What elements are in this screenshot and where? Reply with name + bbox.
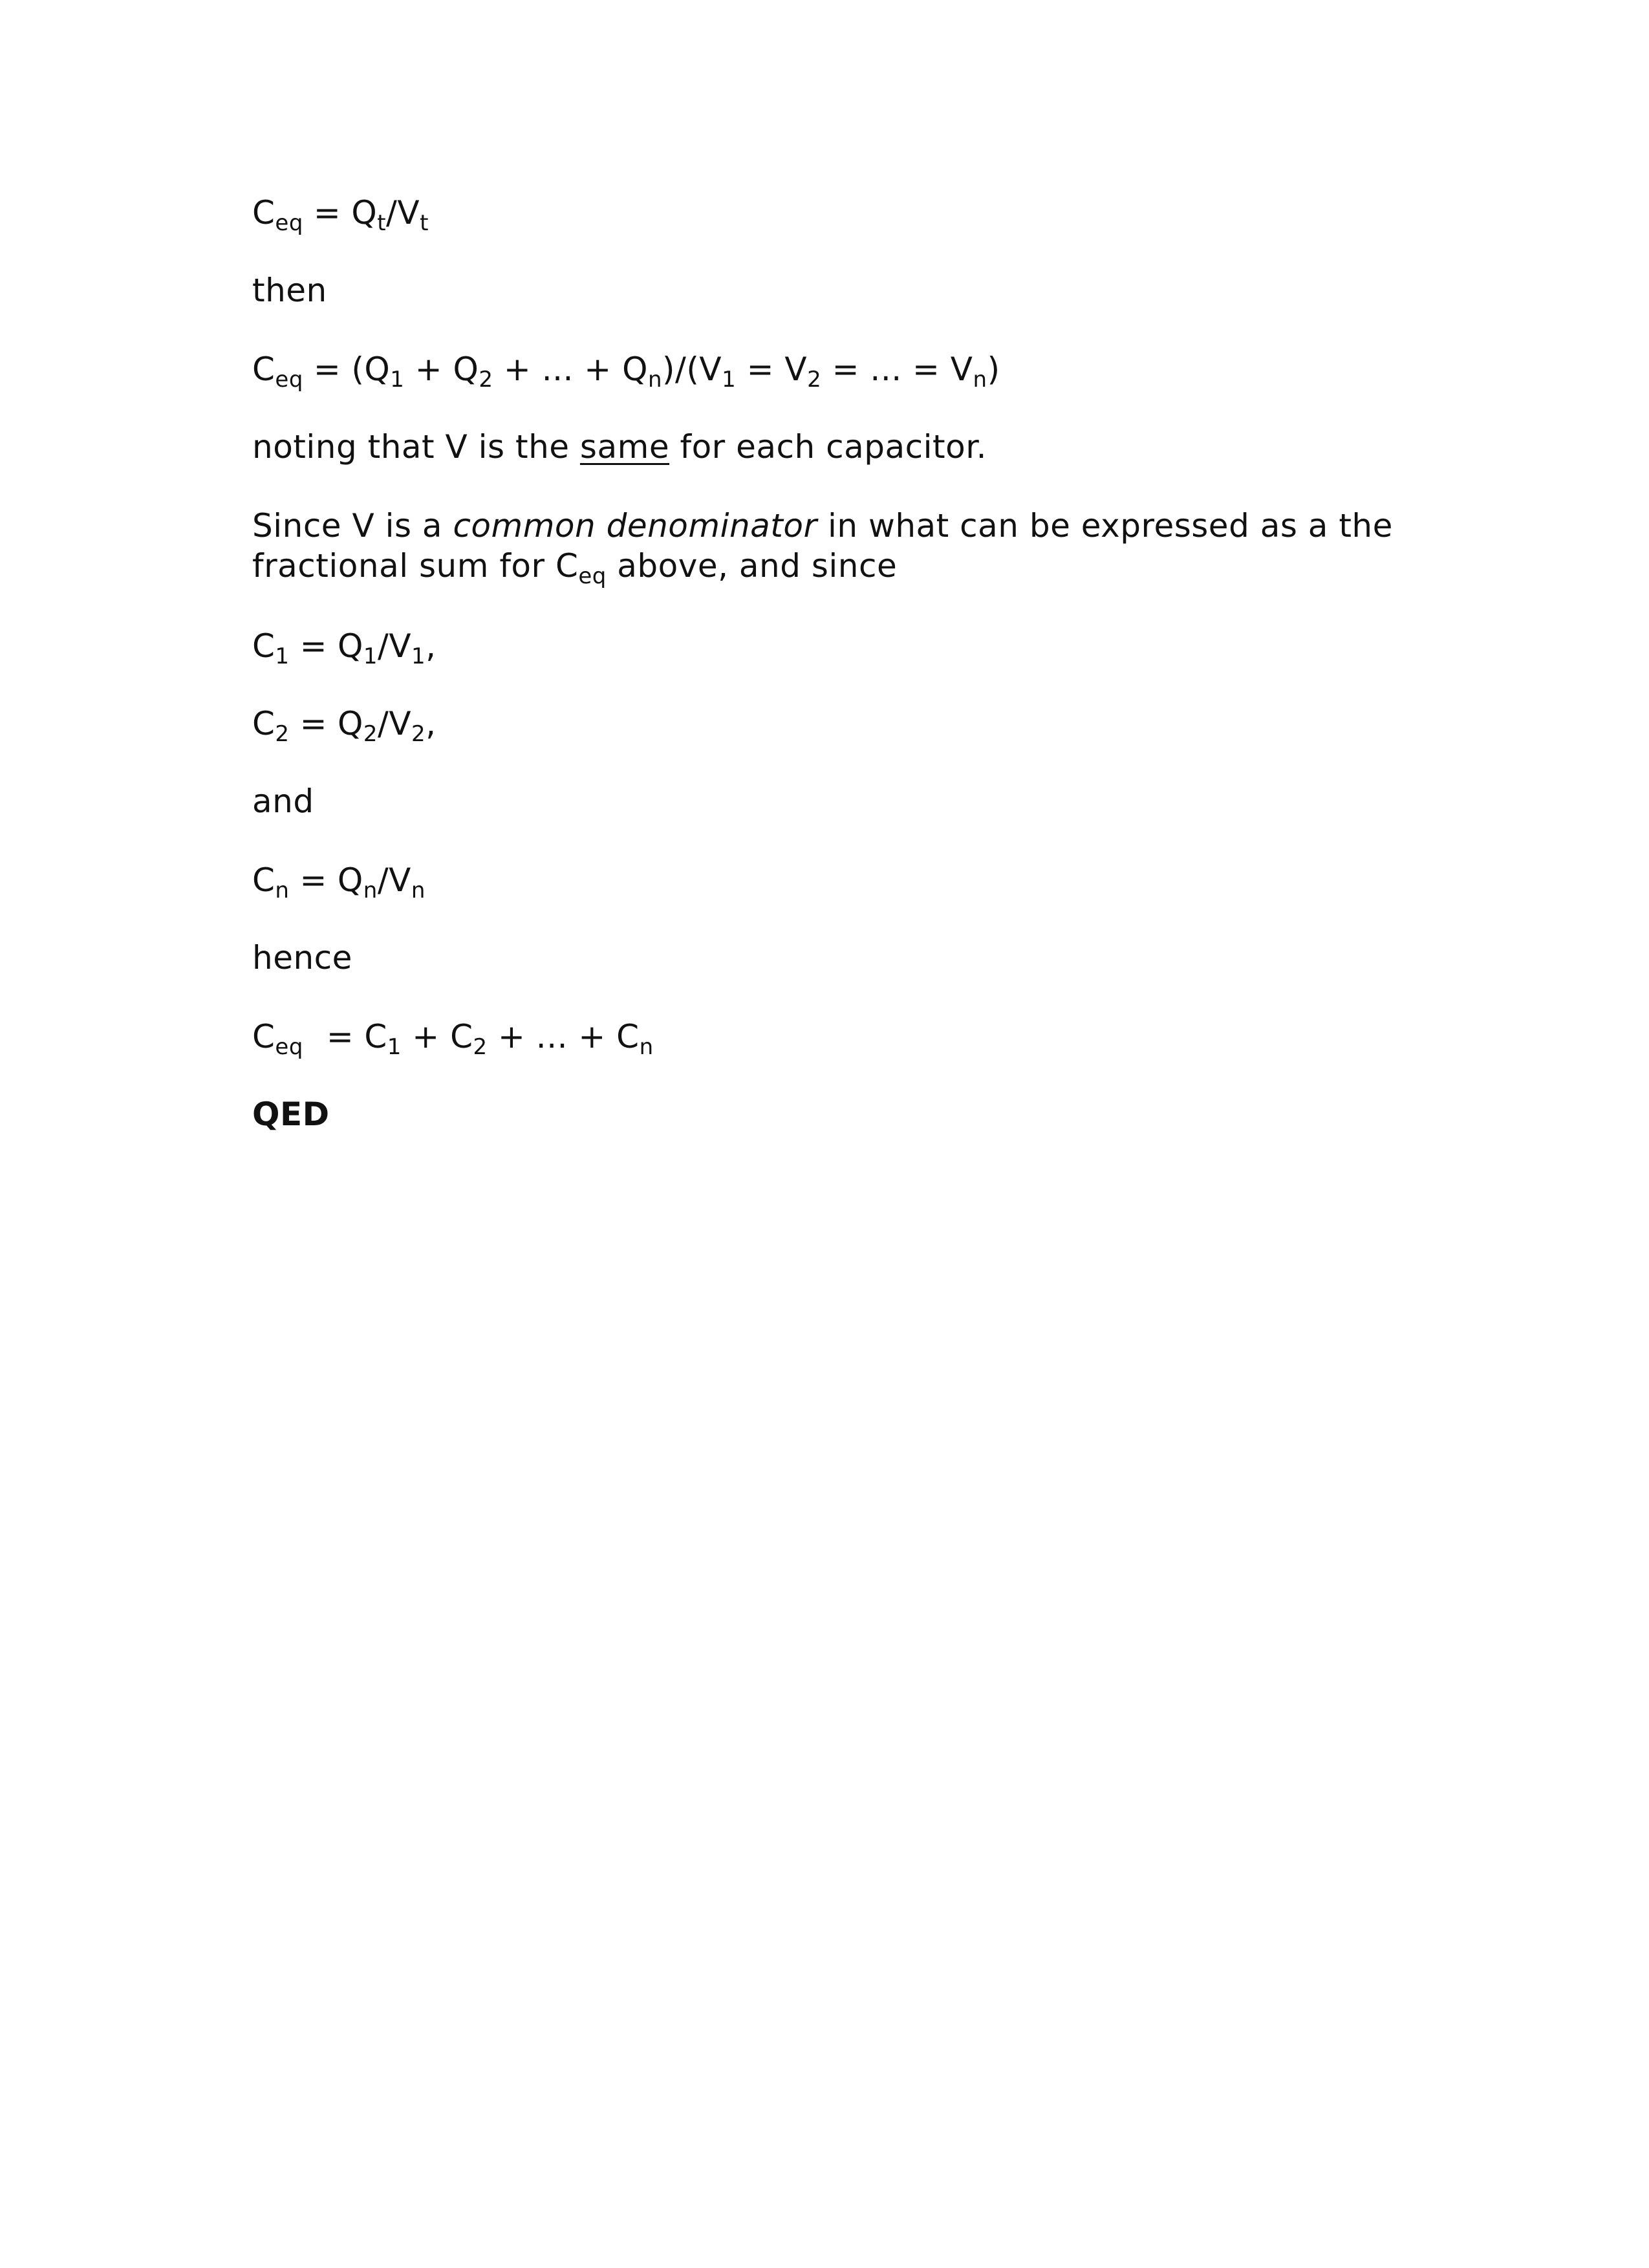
equals-sign: = <box>326 1018 354 1055</box>
term: ) <box>987 351 1000 388</box>
text-qed: QED <box>252 1096 330 1133</box>
term: + ... + C <box>487 1018 640 1055</box>
subscript: eq <box>275 210 303 236</box>
text-then: then <box>252 272 327 309</box>
text-run: Since V is a <box>252 507 453 545</box>
equation-ceq-sum <box>252 349 1000 393</box>
term: )/(V <box>662 351 722 388</box>
subscript: 1 <box>722 367 737 393</box>
equals-sign: = <box>299 705 327 742</box>
subscript: n <box>275 878 290 903</box>
subscript: 1 <box>387 1034 402 1060</box>
term: C <box>364 1018 387 1055</box>
symbol: Q <box>351 194 378 232</box>
symbol: C <box>252 705 275 742</box>
subscript: n <box>411 878 426 903</box>
subscript: 2 <box>411 721 426 747</box>
subscript: 2 <box>479 367 493 393</box>
subscript: eq <box>578 563 607 589</box>
subscript: 2 <box>275 721 290 747</box>
symbol: C <box>252 1018 275 1055</box>
subscript: 2 <box>363 721 378 747</box>
term: + C <box>401 1018 473 1055</box>
subscript: 2 <box>473 1034 488 1060</box>
subscript: 1 <box>363 643 378 669</box>
term: + ... + Q <box>493 351 648 388</box>
subscript: t <box>420 210 429 236</box>
term: /V <box>377 627 412 665</box>
term: /V <box>377 861 411 899</box>
text-run: for each capacitor. <box>669 428 987 466</box>
term: Q <box>337 861 363 899</box>
subscript: 2 <box>807 367 822 393</box>
equals-sign: = <box>313 194 341 232</box>
equation-c1 <box>252 626 436 669</box>
text-run: in what can be expressed as a the fractional sum for C <box>252 507 1393 585</box>
term: = ... = V <box>821 351 973 388</box>
subscript: eq <box>275 1034 303 1060</box>
subscript: eq <box>275 367 303 393</box>
text-noting <box>252 427 987 467</box>
symbol: C <box>252 861 275 899</box>
term: , <box>426 627 436 665</box>
subscript: 1 <box>390 367 405 393</box>
subscript: 1 <box>411 643 426 669</box>
symbol: C <box>252 627 275 665</box>
italic-phrase: common denominator <box>453 507 817 545</box>
term: = V <box>736 351 808 388</box>
term: Q <box>337 627 363 665</box>
equation-ceq-total <box>252 193 429 236</box>
subscript: n <box>363 878 378 903</box>
underlined-word: same <box>579 428 670 466</box>
subscript: n <box>639 1034 654 1060</box>
equals-sign: = <box>313 351 341 388</box>
term: , <box>426 705 436 742</box>
term: Q <box>337 705 363 742</box>
subscript: t <box>377 210 387 236</box>
symbol: C <box>252 194 275 232</box>
equals-sign: = <box>299 861 327 899</box>
subscript: n <box>973 367 987 393</box>
text-hence: hence <box>252 939 352 977</box>
symbol: /V <box>386 194 420 232</box>
equation-cn <box>252 860 426 903</box>
term: /V <box>377 705 412 742</box>
symbol: C <box>252 351 275 388</box>
subscript: n <box>647 367 662 393</box>
term: + Q <box>404 351 479 388</box>
text-and: and <box>252 783 314 820</box>
equation-final <box>252 1017 654 1060</box>
paragraph-since <box>252 506 1468 589</box>
text-run: noting that V is the <box>252 428 580 466</box>
term: (Q <box>351 351 391 388</box>
equation-c2 <box>252 704 436 747</box>
subscript: 1 <box>275 643 290 669</box>
text-run: above, and since <box>606 547 898 585</box>
equals-sign: = <box>299 627 327 665</box>
